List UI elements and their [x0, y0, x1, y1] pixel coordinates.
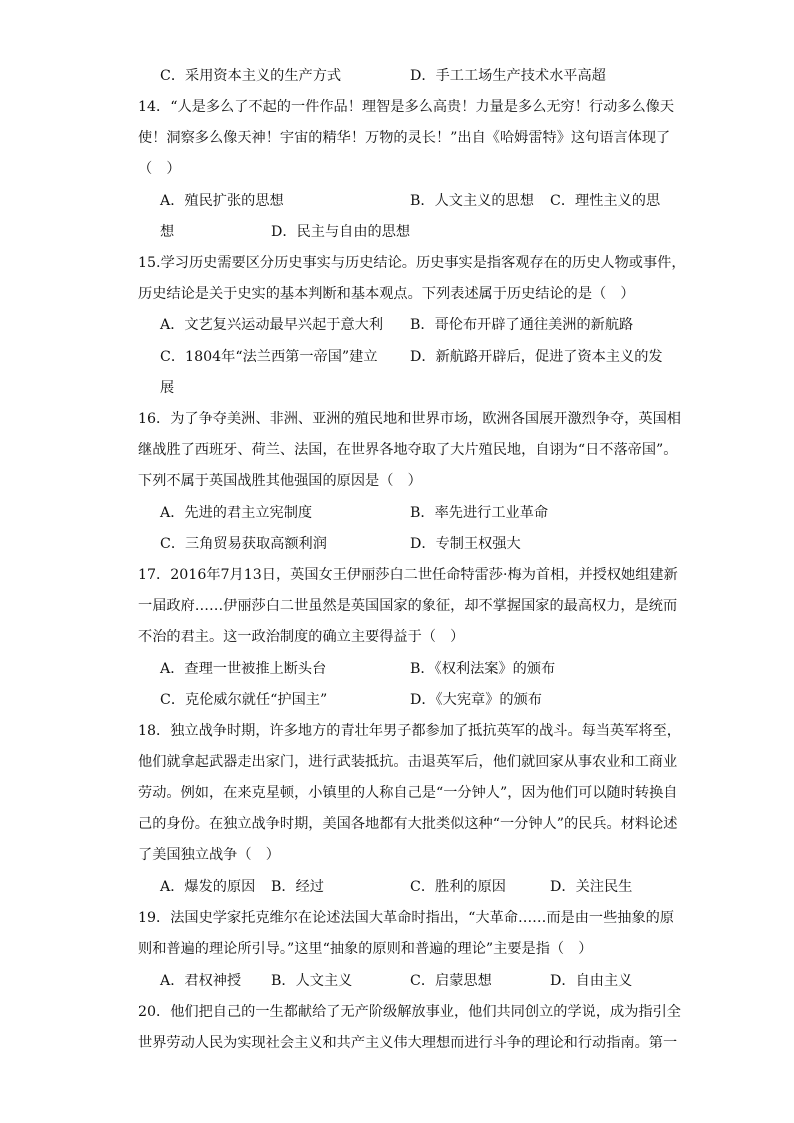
- question-stem-line: 己的身份。在独立战争时期，美国各地都有大批类似这种“一分钟人”的民兵。材料论述: [138, 816, 678, 832]
- option-c: C．三角贸易获取高额利润: [160, 536, 327, 552]
- option-c: C．启蒙思想: [410, 973, 492, 989]
- option-b: B．《权利法案》的颁布: [410, 661, 556, 677]
- option-b: B．率先进行工业革命: [410, 505, 549, 521]
- option-d: D．手工工场生产技术水平高超: [410, 68, 606, 84]
- option-a: A．查理一世被推上断头台: [160, 661, 327, 677]
- question-stem-line: （ ）: [138, 161, 181, 177]
- question-stem-line: 一届政府……伊丽莎白二世虽然是英国国家的象征，却不掌握国家的最高权力，是统而: [138, 598, 678, 614]
- option-a: A．爆发的原因: [160, 879, 256, 895]
- option-d: D．专制王权强大: [410, 536, 521, 552]
- question-stem-line: 18．独立战争时期，许多地方的青壮年男子都参加了抵抗英军的战斗。每当英军将至，: [138, 723, 681, 739]
- option-b: B．哥伦布开辟了通往美洲的新航路: [410, 317, 634, 333]
- option-a: A．君权神授: [160, 973, 242, 989]
- question-stem-line: 19．法国史学家托克维尔在论述法国大革命时指出，“大革命……而是由一些抽象的原: [138, 910, 675, 926]
- question-stem-line: 历史结论是关于史实的基本判断和基本观点。下列表述属于历史结论的是（ ）: [138, 286, 635, 302]
- option-c: C．采用资本主义的生产方式: [160, 68, 342, 84]
- option-d: D．民主与自由的思想: [271, 224, 411, 240]
- option-d-continuation: 展: [160, 380, 175, 396]
- option-d: D．《大宪章》的颁布: [410, 692, 542, 708]
- question-stem-line: 15.学习历史需要区分历史事实与历史结论。历史事实是指客观存在的历史人物或事件，: [138, 255, 686, 271]
- option-c-continuation: 想: [160, 224, 175, 240]
- option-c: C．理性主义的思: [550, 193, 661, 209]
- option-c: C．胜利的原因: [410, 879, 506, 895]
- option-a: A．先进的君主立宪制度: [160, 505, 313, 521]
- option-d: D．新航路开辟后，促进了资本主义的发: [410, 349, 663, 365]
- question-stem-line: 他们就拿起武器走出家门，进行武装抵抗。击退英军后，他们就回家从事农业和工商业: [138, 754, 678, 770]
- option-c: C．克伦威尔就任“护国主”: [160, 692, 328, 708]
- question-stem-line: 世界劳动人民为实现社会主义和共产主义伟大理想而进行斗争的理论和行动指南。第一: [138, 1035, 678, 1051]
- option-a: A．殖民扩张的思想: [160, 193, 284, 209]
- question-stem-line: 14．“人是多么了不起的一件作品！理智是多么高贵！力量是多么无穷！行动多么像天: [138, 99, 675, 115]
- question-stem-line: 17．2016年7月13日，英国女王伊丽莎白二世任命特雷莎·梅为首相，并授权她组建新: [138, 567, 678, 583]
- option-b: B．人文主义: [271, 973, 353, 989]
- option-d: D．自由主义: [550, 973, 633, 989]
- question-stem-line: 使！洞察多么像天神！宇宙的精华！万物的灵长！”出自《哈姆雷特》这句语言体现了: [138, 130, 671, 146]
- question-stem-line: 16．为了争夺美洲、非洲、亚洲的殖民地和世界市场，欧洲各国展开激烈争夺，英国相: [138, 411, 681, 427]
- question-stem-line: 继战胜了西班牙、荷兰、法国，在世界各地夺取了大片殖民地，自诩为“日不落帝国”。: [138, 442, 678, 458]
- option-b: B．人文主义的思想: [410, 193, 534, 209]
- option-c: C．1804年“法兰西第一帝国”建立: [160, 349, 378, 365]
- question-stem-line: 下列不属于英国战胜其他强国的原因是（ ）: [138, 473, 422, 489]
- question-stem-line: 则和普遍的理论所引导。”这里“抽象的原则和普遍的理论”主要是指（ ）: [138, 941, 593, 957]
- option-b: B．经过: [271, 879, 324, 895]
- option-a: A．文艺复兴运动最早兴起于意大利: [160, 317, 384, 333]
- question-stem-line: 不治的君主。这一政治制度的确立主要得益于（ ）: [138, 629, 465, 645]
- question-stem-line: 了美国独立战争（ ）: [138, 847, 280, 863]
- question-stem-line: 20．他们把自己的一生都献给了无产阶级解放事业，他们共同创立的学说，成为指引全: [138, 1004, 681, 1020]
- question-stem-line: 劳动。例如，在来克星顿，小镇里的人称自己是“一分钟人”，因为他们可以随时转换自: [138, 785, 678, 801]
- option-d: D．关注民生: [550, 879, 633, 895]
